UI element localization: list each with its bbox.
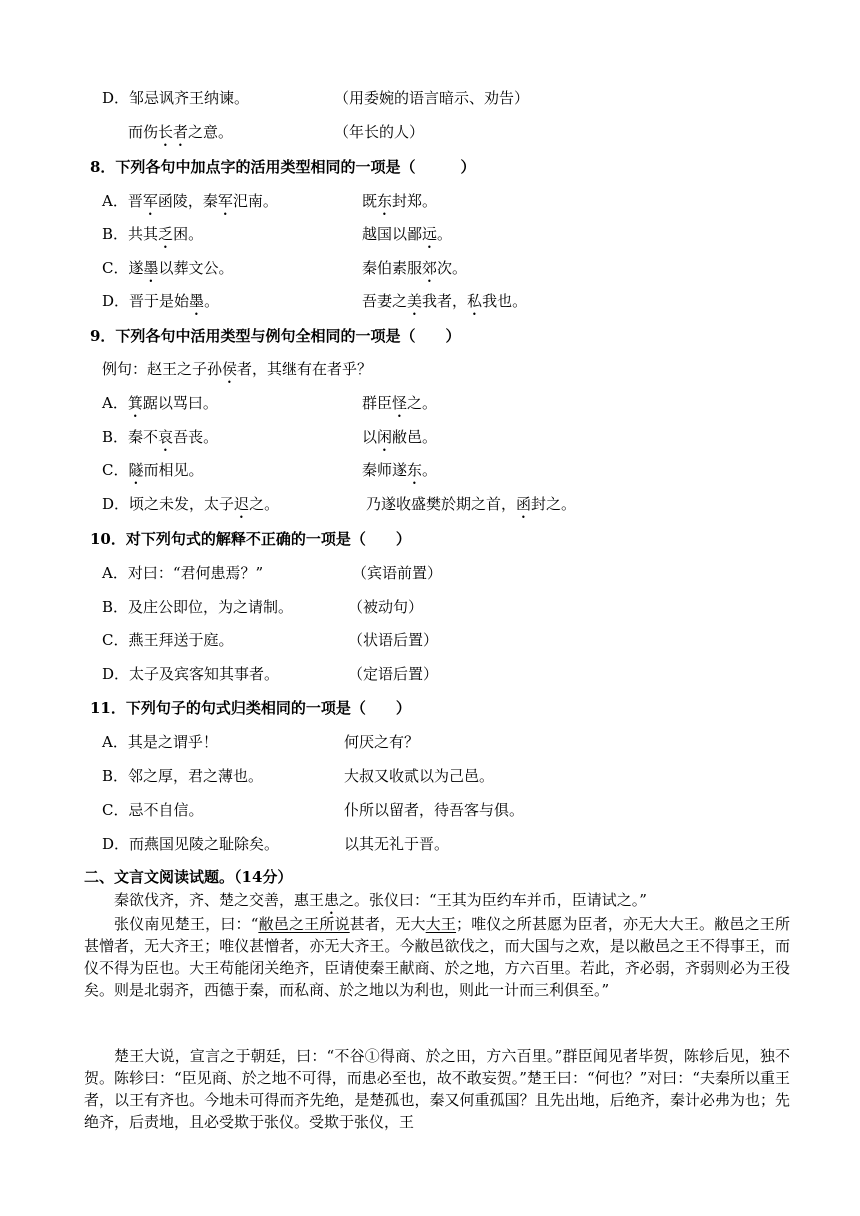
passage-paragraph-1: 秦欲伐齐，齐、楚之交善，惠王患之。张仪曰：“王其为臣约车并币，臣请试之。” xyxy=(114,891,647,909)
option-label: B． xyxy=(102,225,129,243)
q8-option-a-right: 既东封郑。 xyxy=(362,192,438,210)
text: 甚者，无大 xyxy=(349,915,426,933)
q11-option-b-right: 大叔又收贰以为己邑。 xyxy=(344,767,495,785)
q7-option-d-note: （用委婉的语言暗示、劝告） xyxy=(334,89,530,107)
q9-option-d-right: 乃遂收盛樊於期之首，函封之。 xyxy=(366,495,577,513)
option-text: 共其乏困。 xyxy=(128,225,204,243)
option-text: 晋军函陵，秦军汜南。 xyxy=(127,192,278,210)
q11-option-a xyxy=(102,732,218,752)
option-text: 忌不自信。 xyxy=(128,801,204,819)
q10-option-b xyxy=(102,597,293,617)
dotted-text: 长者 xyxy=(158,123,189,141)
q9-option-d xyxy=(102,494,279,522)
underlined-text: 敝邑之王所说 xyxy=(258,915,350,933)
text: 而伤 xyxy=(128,123,159,141)
q11-option-d xyxy=(102,834,279,854)
option-label: C． xyxy=(102,801,129,819)
q8-option-d-right: 吾妻之美我者，私我也。 xyxy=(362,292,528,310)
option-text: 太子及宾客知其事者。 xyxy=(129,665,280,683)
q10-option-d-note: （定语后置） xyxy=(348,665,439,683)
option-label: D． xyxy=(102,835,130,853)
q10-option-b-note: （被动句） xyxy=(348,598,424,616)
q9-option-c xyxy=(102,460,204,488)
option-text: 而燕国见陵之耻除矣。 xyxy=(129,835,280,853)
q9-option-a xyxy=(102,393,218,421)
option-label: D． xyxy=(102,292,130,310)
option-label: C． xyxy=(102,461,129,479)
q8-option-b-right: 越国以鄙远。 xyxy=(362,225,453,243)
option-label: B． xyxy=(102,428,129,446)
option-label: D． xyxy=(102,89,130,107)
option-text: 箕踞以骂曰。 xyxy=(127,394,218,412)
text: 之意。 xyxy=(188,123,234,141)
option-text: 邹忌讽齐王纳谏。 xyxy=(129,89,250,107)
q9-option-c-right: 秦师遂东。 xyxy=(362,461,438,479)
passage-paragraph-3: 楚王大说，宣言之于朝廷，曰：“不谷①得商、於之田，方六百里。”群臣闻见者毕贺，陈轸后见，独不贺。陈轸曰：“臣见商、於之地不可得，而患必至也，故不敢妄贺。”楚王曰：“何也？”对曰：“夫秦所以重王者，以王有齐也。今地未可得而齐先绝，是楚孤也，秦又何重孤国？且先出地，后绝齐，秦计必弗为也；先绝齐，后责地，且必受欺于张仪。受欺于张仪，王 xyxy=(84,1047,790,1131)
q10-option-a-note: （宾语前置） xyxy=(352,564,443,582)
option-text: 秦不哀吾丧。 xyxy=(128,428,219,446)
q11-option-c xyxy=(102,800,204,820)
q11-title: 11．下列句子的句式归类相同的一项是（ ） xyxy=(90,699,411,717)
q8-option-d xyxy=(102,291,219,319)
option-text: 及庄公即位，为之请制。 xyxy=(128,598,294,616)
q10-option-d xyxy=(102,664,279,684)
q11-option-d-right: 以其无礼于晋。 xyxy=(344,835,450,853)
option-text: 晋于是始墨。 xyxy=(129,292,220,310)
q7-option-d xyxy=(102,88,249,108)
option-text: 燕王拜送于庭。 xyxy=(128,631,234,649)
q8-option-c-right: 秦伯素服郊次。 xyxy=(362,259,468,277)
q8-title: 8．下列各句中加点字的活用类型相同的一项是（ ） xyxy=(90,158,476,176)
q9-title: 9．下列各句中活用类型与例句全相同的一项是（ ） xyxy=(90,327,461,345)
option-label: A． xyxy=(102,564,128,582)
option-label: A． xyxy=(102,733,128,751)
text: ；唯仪之所甚愿为臣者，亦无大大王。敝邑之王所甚憎者，无大齐王；唯仪甚憎者，亦无大齐王。今敝邑欲伐之，而大国与之欢，是以敝邑之王不得事王，而仪不得为臣也。大王苟能闭关绝齐，臣请使秦王献商、於之地，方六百里。若此，齐必弱，齐弱则必为王役矣。则是北弱齐，西德于秦，而私商、於之地以为利也，则此一计而三利俱至。” xyxy=(84,915,790,999)
option-text: 邻之厚，君之薄也。 xyxy=(128,767,264,785)
q9-option-b-right: 以闲敝邑。 xyxy=(362,428,438,446)
option-label: D． xyxy=(102,495,130,513)
q10-option-c-note: （状语后置） xyxy=(348,631,439,649)
q9-option-a-right: 群臣怪之。 xyxy=(362,394,438,412)
q10-option-c xyxy=(102,630,234,650)
option-text: 对曰：“君何患焉？” xyxy=(127,564,264,582)
q10-option-a xyxy=(102,563,263,583)
q11-option-a-right: 何厌之有？ xyxy=(344,733,420,751)
option-text: 隧而相见。 xyxy=(128,461,204,479)
q10-title: 10．对下列句式的解释不正确的一项是（ ） xyxy=(90,530,411,548)
section-heading: 二、文言文阅读试题。（14分） xyxy=(84,868,293,886)
passage-paragraph-2 xyxy=(84,913,790,1001)
q8-option-b xyxy=(102,224,203,252)
text: 张仪南见楚王，曰：“ xyxy=(114,915,259,933)
option-label: A． xyxy=(102,394,128,412)
q9-option-b xyxy=(102,427,218,455)
q11-option-c-right: 仆所以留者，待吾客与俱。 xyxy=(344,801,525,819)
option-text: 顷之未发，太子迟之。 xyxy=(129,495,280,513)
option-label: B． xyxy=(102,767,129,785)
option-label: D． xyxy=(102,665,130,683)
option-label: C． xyxy=(102,631,129,649)
option-text: 其是之谓乎！ xyxy=(127,733,218,751)
option-label: C． xyxy=(102,259,129,277)
option-label: A． xyxy=(102,192,128,210)
q9-example: 例句：赵王之子孙侯者，其继有在者乎？ xyxy=(102,360,373,378)
option-text: 遂墨以葬文公。 xyxy=(128,259,234,277)
q7-option-d-line2 xyxy=(128,122,233,150)
q8-option-c xyxy=(102,258,234,286)
q8-option-a xyxy=(102,191,278,219)
q11-option-b xyxy=(102,766,263,786)
q7-option-d-line2-note: （年长的人） xyxy=(334,123,425,141)
option-label: B． xyxy=(102,598,129,616)
underlined-text: 大王 xyxy=(425,915,457,933)
